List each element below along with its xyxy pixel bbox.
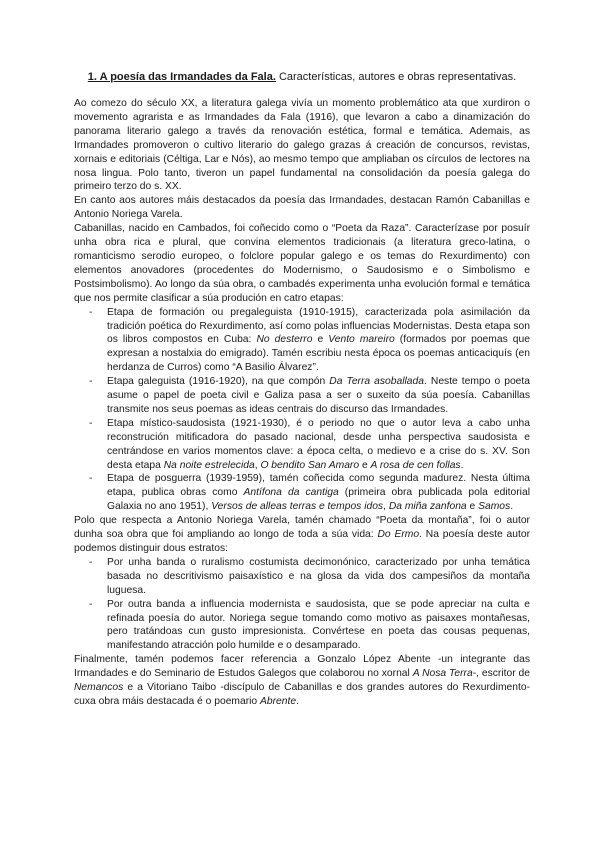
paragraph-noriega: Polo que respecta a Antonio Noriega Varela, tamén chamado “Poeta da montaña”, foi o autor dunha soa obra que foi ampliando ao longo de toda a súa vida: Do Ermo. Na poesía deste autor podemos distinguir dous estratos: <box>74 515 531 554</box>
work-title: Antífona da cantiga <box>243 487 339 499</box>
work-title: No desterro <box>256 334 313 346</box>
work-title: Do Ermo <box>377 529 420 541</box>
work-title: Na noite estrelecida <box>163 459 255 471</box>
paragraph-cabanillas: Cabanillas, nacido en Cambados, foi coñecido como o “Poeta da Raza”. Caracterízase por posuír unha obra rica e plural, que convina elementos tradicionais (a literatura greco-latina, o romanticismo serodio europeo, o folclore popular galego e os temas do Rexurdimento) con elementos anovadores (procedentes do Modernismo, o Saudosismo e o Simbolismo e Postsimbolismo). Ao longo da súa obra, o cambadés experimenta unha evolución formal e temática que nos permite clasificar a súa produción en catro etapas: <box>74 223 530 304</box>
work-title: Da Terra asoballada <box>329 376 424 388</box>
noriega-strata-list <box>74 556 530 653</box>
work-title: Vento mareiro <box>328 334 395 346</box>
paragraph-intro: Ao comezo do século XX, a literatura galega vivía un momento problemático ata que xurdiron o movemento agrarista e as Irmandades da Fala (1916), que levaron a cabo a dinamización do panorama literario galego a través da renovación estética, formal e temática. Ademais, as Irmandades promoveron o cultivo literario do galego grazas á creación de concursos, revistas, xornais e editoriais (Céltiga, Lar e Nós), ao mesmo tempo que ampliaban os círculos de lectores na nosa lingua. Polo tanto, tiveron un papel fundamental na consolidación da poesía galega do primeiro terzo do s. XX. <box>74 98 530 193</box>
title-main: 1. A poesía das Irmandades da Fala. <box>87 71 276 83</box>
stage-item-galeguista: - Etapa galeguista (1916-1920), na que compón Da Terra asoballada. Neste tempo o poeta asume o papel de poeta civil e Galiza pasa a ser o suxeito da súa poesía. Cabanillas transmite nos seus poemas as ideas centrais do discurso das Irmandades. <box>74 375 530 417</box>
work-title: Da miña zanfona <box>388 501 467 513</box>
document-title <box>74 70 530 84</box>
cabanillas-stages-list <box>74 306 530 515</box>
stage-item-posguerra: - Etapa de posguerra (1939-1959), tamén coñecida como segunda madurez. Nesta última etapa, publica obras como Antífona da cantiga (primeira obra publicada pola editorial Galaxia no ano 1951), Versos de alleas terras e tempos idos, Da miña zanfona e Samos. <box>74 472 530 514</box>
paragraph-conclusion: Finalmente, tamén podemos facer referencia a Gonzalo López Abente -un integrante das Irmandades e do Seminario de Estudos Galegos que colaborou no xornal A Nosa Terra-, escritor de Nemancos e a Vitoriano Taibo -discípulo de Cabanillas e dos grandes autores do Rexurdimento- cuxa obra máis destacada é o poemario Abrente. <box>74 654 530 707</box>
work-title: Samos <box>478 501 511 513</box>
paragraph-authors: En canto aos autores máis destacados da poesía das Irmandades, destacan Ramón Cabanillas e Antonio Noriega Varela. <box>74 195 530 221</box>
document-page <box>74 70 530 709</box>
stage-item-mistico: - Etapa místico-saudosista (1921-1930), é o periodo no que o autor leva a cabo unha reconstrución mitificadora do pasado nacional, desde unha perspectiva saudosista e centrándose en varios momentos clave: a época celta, o medievo e a crise do s. XV. Son desta etapa Na noite estrelecida, O bendito San Amaro e A rosa de cen follas. <box>74 417 530 473</box>
work-title: Nemancos <box>74 682 124 694</box>
stratum-item-modernista: - Por outra banda a influencia modernista e saudosista, que se pode apreciar na culta e refinada poesía do autor. Noriega segue tomando como motivo as paisaxes montañesas, pero tratándoas cun gusto impresionista. Convértese en poeta das cousas pequenas, manifestando atracción polo humilde e o desamparado. <box>74 598 530 654</box>
work-title: Versos de alleas terras e tempos idos <box>211 501 384 513</box>
stage-item-formation: - Etapa de formación ou pregaleguista (1910-1915), caracterizada pola asimilación da tradición poética do Rexurdimento, así como polas influencias Modernistas. Desta etapa son os libros compostos en Cuba: No desterro e Vento mareiro (formados por poemas que expresan a nostalxia do emigrado). Tamén escribiu nesta época os poemas anticaciquís (en herdanza de Curros) como “A Basilio Álvarez”. <box>74 306 530 376</box>
work-title: A Nosa Terra <box>412 668 473 680</box>
work-title: A rosa de cen follas <box>370 459 461 471</box>
work-title: O bendito San Amaro <box>260 459 360 471</box>
work-title: Abrente <box>260 695 297 707</box>
stratum-item-ruralismo: - Por unha banda o ruralismo costumista decimonónico, caracterizado por unha temática basada no descritivismo paisaxístico e na glosa da vida dos campesiños da montaña luguesa. <box>74 556 530 598</box>
title-subtitle: Características, autores e obras representativas. <box>278 71 517 83</box>
